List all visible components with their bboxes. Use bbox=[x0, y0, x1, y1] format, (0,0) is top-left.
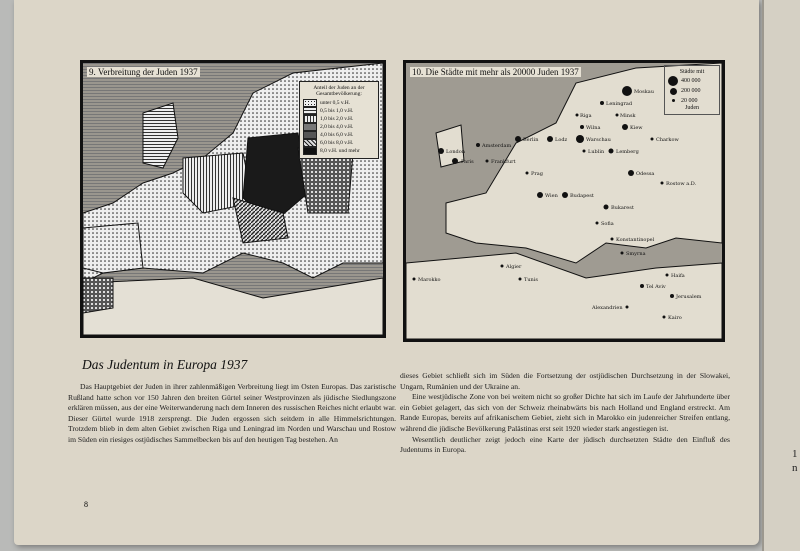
legend-item: 2,0 bis 4,0 v.H. bbox=[320, 124, 354, 130]
city-label: Wilna bbox=[586, 125, 601, 131]
legend-swatch bbox=[303, 123, 317, 131]
book-page bbox=[14, 0, 759, 545]
small-dot-icon bbox=[672, 99, 675, 102]
city-label: Berlin bbox=[523, 137, 539, 143]
page-number: 8 bbox=[84, 500, 88, 509]
city-label: Warschau bbox=[586, 137, 611, 143]
city-label: Marokko bbox=[418, 277, 441, 283]
legend-item: 1,0 bis 2,0 v.H. bbox=[320, 116, 354, 122]
city-label: Konstantinopel bbox=[616, 237, 655, 243]
legend-item: 400 000 bbox=[681, 77, 701, 84]
city-label: London bbox=[446, 149, 465, 155]
legend-title: Städte mit bbox=[679, 69, 705, 75]
city-label: Kairo bbox=[668, 315, 682, 321]
paragraph: dieses Gebiet schließt sich im Süden die Fortsetzung der ostjüdischen Durchsetzung in der Slowakei, Ungarn, Rumänien und der Ukraine an. bbox=[400, 371, 730, 391]
legend-item: 6,0 bis 8,0 v.H. bbox=[320, 140, 354, 146]
city-label: Algier bbox=[506, 264, 522, 270]
legend-swatch bbox=[303, 99, 317, 107]
legend-item: 4,0 bis 6,0 v.H. bbox=[320, 132, 354, 138]
city-label: Rostow a.D. bbox=[666, 181, 697, 187]
map-right-legend bbox=[664, 65, 720, 115]
map-jewish-cities bbox=[403, 60, 725, 342]
legend-swatch bbox=[303, 139, 317, 147]
city-label: Moskau bbox=[634, 89, 654, 95]
paragraph: Wesentlich deutlicher zeigt jedoch eine Karte der jüdisch durchsetzten Städte den Einfluß des Judentums in Europa. bbox=[400, 434, 730, 455]
legend-swatch bbox=[303, 115, 317, 123]
map-jewish-distribution bbox=[80, 60, 386, 338]
large-dot-icon bbox=[668, 76, 678, 86]
city-label: Paris bbox=[461, 159, 474, 165]
city-label: Wien bbox=[545, 193, 558, 199]
next-page-edge bbox=[762, 0, 800, 551]
city-label: Tunis bbox=[524, 277, 538, 283]
city-label: Bukarest bbox=[611, 205, 634, 211]
city-label: Charkow bbox=[656, 137, 679, 143]
city-label: Riga bbox=[580, 113, 592, 119]
legend-item: 8,0 v.H. und mehr bbox=[320, 148, 360, 154]
legend-title: Anteil der Juden an der Gesamtbevölkerung: bbox=[313, 85, 365, 97]
city-label: Smyrna bbox=[626, 251, 646, 257]
legend-unit: Juden bbox=[685, 105, 699, 111]
city-label: Haifa bbox=[671, 273, 685, 279]
legend-item: 200 000 bbox=[681, 88, 701, 94]
city-label: Prag bbox=[531, 171, 543, 177]
legend-swatch bbox=[303, 107, 317, 115]
city-label: Frankfurt bbox=[491, 159, 516, 165]
legend-item: 20 000 bbox=[681, 97, 698, 104]
city-label: Jerusalem bbox=[676, 294, 702, 300]
city-label: Lemberg bbox=[616, 149, 639, 155]
medium-dot-icon bbox=[670, 88, 677, 95]
legend-swatch bbox=[303, 131, 317, 139]
map-left-legend bbox=[299, 81, 379, 159]
text-fragment: n bbox=[792, 462, 798, 474]
city-label: Lublin bbox=[588, 149, 605, 155]
legend-item: unter 0,5 v.H. bbox=[320, 100, 351, 106]
city-label: Budapest bbox=[570, 193, 594, 199]
text-fragment: 1 bbox=[792, 448, 798, 460]
city-label: Leningrad bbox=[606, 101, 633, 107]
map-left-title: 9. Verbreitung der Juden 1937 bbox=[89, 67, 198, 77]
city-label: Tel Aviv bbox=[646, 284, 666, 290]
city-label: Lodz bbox=[555, 137, 568, 143]
legend-swatch bbox=[303, 147, 317, 155]
article-right-column bbox=[400, 371, 730, 456]
paragraph: Das Hauptgebiet der Juden in ihrer zahlenmäßigen Verbreitung liegt im Osten Europas. Das zaristische Rußland hatte schon vor 150 Jahren den breiten Gürtel seiner Westprovinzen als jüdische Siedlungszone erklären müssen, aus der eine Weiterwanderung nach dem Inneren des russischen Reiches nicht erlaubt war. Dieser Gürtel wurde 1918 zersprengt. Die Juden ergossen sich seitdem in alle Himmelsrichtungen. Trotzdem blieb in dem alten Gebiet zwischen Riga und Leningrad im Norden und Warschau und Rostow im Süden ein riesiges ostjüdisches Sammelbecken bis auf den heutigen Tag bestehen. An bbox=[68, 382, 396, 444]
city-label: Odessa bbox=[636, 171, 655, 177]
article-heading: Das Judentum in Europa 1937 bbox=[82, 357, 248, 372]
city-label: Minsk bbox=[620, 113, 636, 119]
city-label: Amsterdam bbox=[482, 143, 512, 149]
city-label: Kiew bbox=[630, 125, 643, 131]
map-right-title: 10. Die Städte mit mehr als 20000 Juden 1937 bbox=[412, 67, 579, 77]
city-label: Alexandrien bbox=[592, 305, 623, 311]
paragraph: Eine westjüdische Zone von bei weitem nicht so großer Dichte hat sich im Laufe der Jahrhunderte über ein Gebiet gelagert, das sich von der Schweiz rheinabwärts bis nach Holland und England erstreckt. Am Rande Europas, bereits auf afrikanischem Gebiet, zieht sich in Marokko ein judenreicher Streifen entlang, während die jüdische Bevölkerung Palästinas erst seit 1920 wieder stark angestiegen ist. bbox=[400, 392, 730, 433]
city-label: Sofia bbox=[601, 221, 614, 227]
legend-item: 0,5 bis 1,0 v.H. bbox=[320, 108, 354, 114]
article-left-column bbox=[68, 382, 396, 446]
